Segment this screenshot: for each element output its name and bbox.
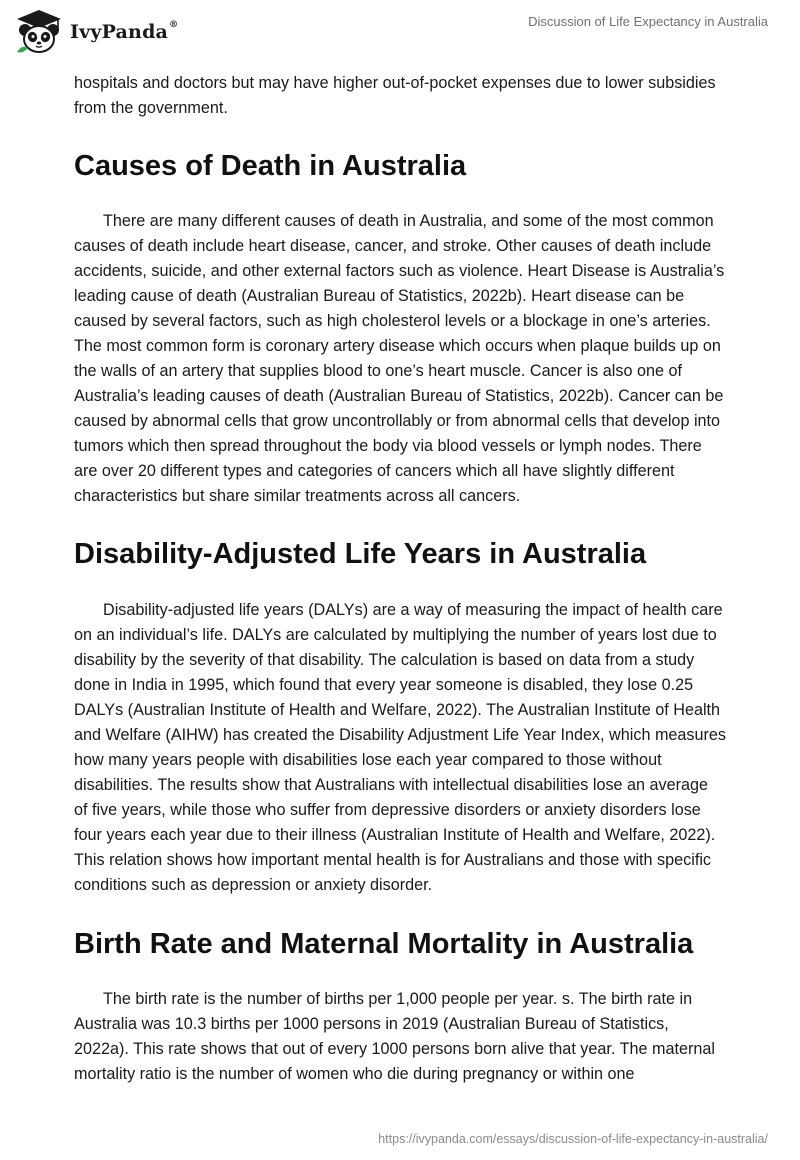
document-title: Discussion of Life Expectancy in Australia (528, 14, 768, 29)
intro-continuation-paragraph: hospitals and doctors but may have higher out-of-pocket expenses due to lower subsidies from the government. (74, 74, 716, 117)
section-heading-causes-of-death: Causes of Death in Australia (74, 150, 467, 182)
page-header (0, 0, 800, 64)
section-body-dalys: Disability-adjusted life years (DALYs) are a way of measuring the impact of health care on an individual’s life. DALYs are calculated by multiplying the number of years lost due to disability by the severity of that disability. The calculation is based on data from a study done in India in 1995, which found that every year someone is disabled, they lose 0.25 DALYs (Australian Institute of Health and Welfare, 2022). The Australian Institute of Health and Welfare (AIHW) has created the Disability Adjustment Life Year Index, which measures how many years people with disabilities lose each year compared to those without disabilities. The results show that Australians with intellectual disabilities lose an average of five years, while those who suffer from depressive disorders or anxiety disorders lose four years each year due to their illness (Australian Institute of Health and Welfare, 2022). This relation shows how important mental health is for Australians and those with specific conditions such as depression or anxiety disorder. (74, 601, 727, 894)
section-heading-birth-rate: Birth Rate and Maternal Mortality in Australia (74, 928, 694, 960)
section-heading-dalys: Disability-Adjusted Life Years in Australia (74, 538, 647, 570)
panda-graduate-icon (14, 8, 64, 56)
essay-content (74, 71, 726, 1087)
section-body-birth-rate: The birth rate is the number of births per 1,000 people per year. s. The birth rate in Australia was 10.3 births per 1000 persons in 2019 (Australian Bureau of Statistics, 2022a). This rate shows that out of every 1000 persons born alive that year. The maternal mortality ratio is the number of women who die during pregnancy or within one (74, 990, 715, 1083)
brand-name: IvyPanda® (70, 20, 179, 43)
ivypanda-logo[interactable] (14, 8, 178, 56)
section-body-causes-of-death: There are many different causes of death in Australia, and some of the most common causes of death include heart disease, cancer, and stroke. Other causes of death include accidents, suicide, and other external factors such as violence. Heart Disease is Australia’s leading cause of death (Australian Bureau of Statistics, 2022b). Heart disease can be caused by several factors, such as high cholesterol levels or a blockage in one’s arteries. The most common form is coronary artery disease which occurs when plaque builds up on the walls of an artery that supplies blood to one’s heart muscle. Cancer is also one of Australia’s leading causes of death (Australian Bureau of Statistics, 2022b). Cancer can be caused by abnormal cells that grow uncontrollably or from abnormal cells that develop into tumors which then spread throughout the body via blood vessels or lymph nodes. There are over 20 different types and categories of cancers which all have slightly different characteristics but share similar treatments across all cancers. (74, 212, 725, 505)
footer-source-url[interactable]: https://ivypanda.com/essays/discussion-of-life-expectancy-in-australia/ (378, 1132, 768, 1146)
